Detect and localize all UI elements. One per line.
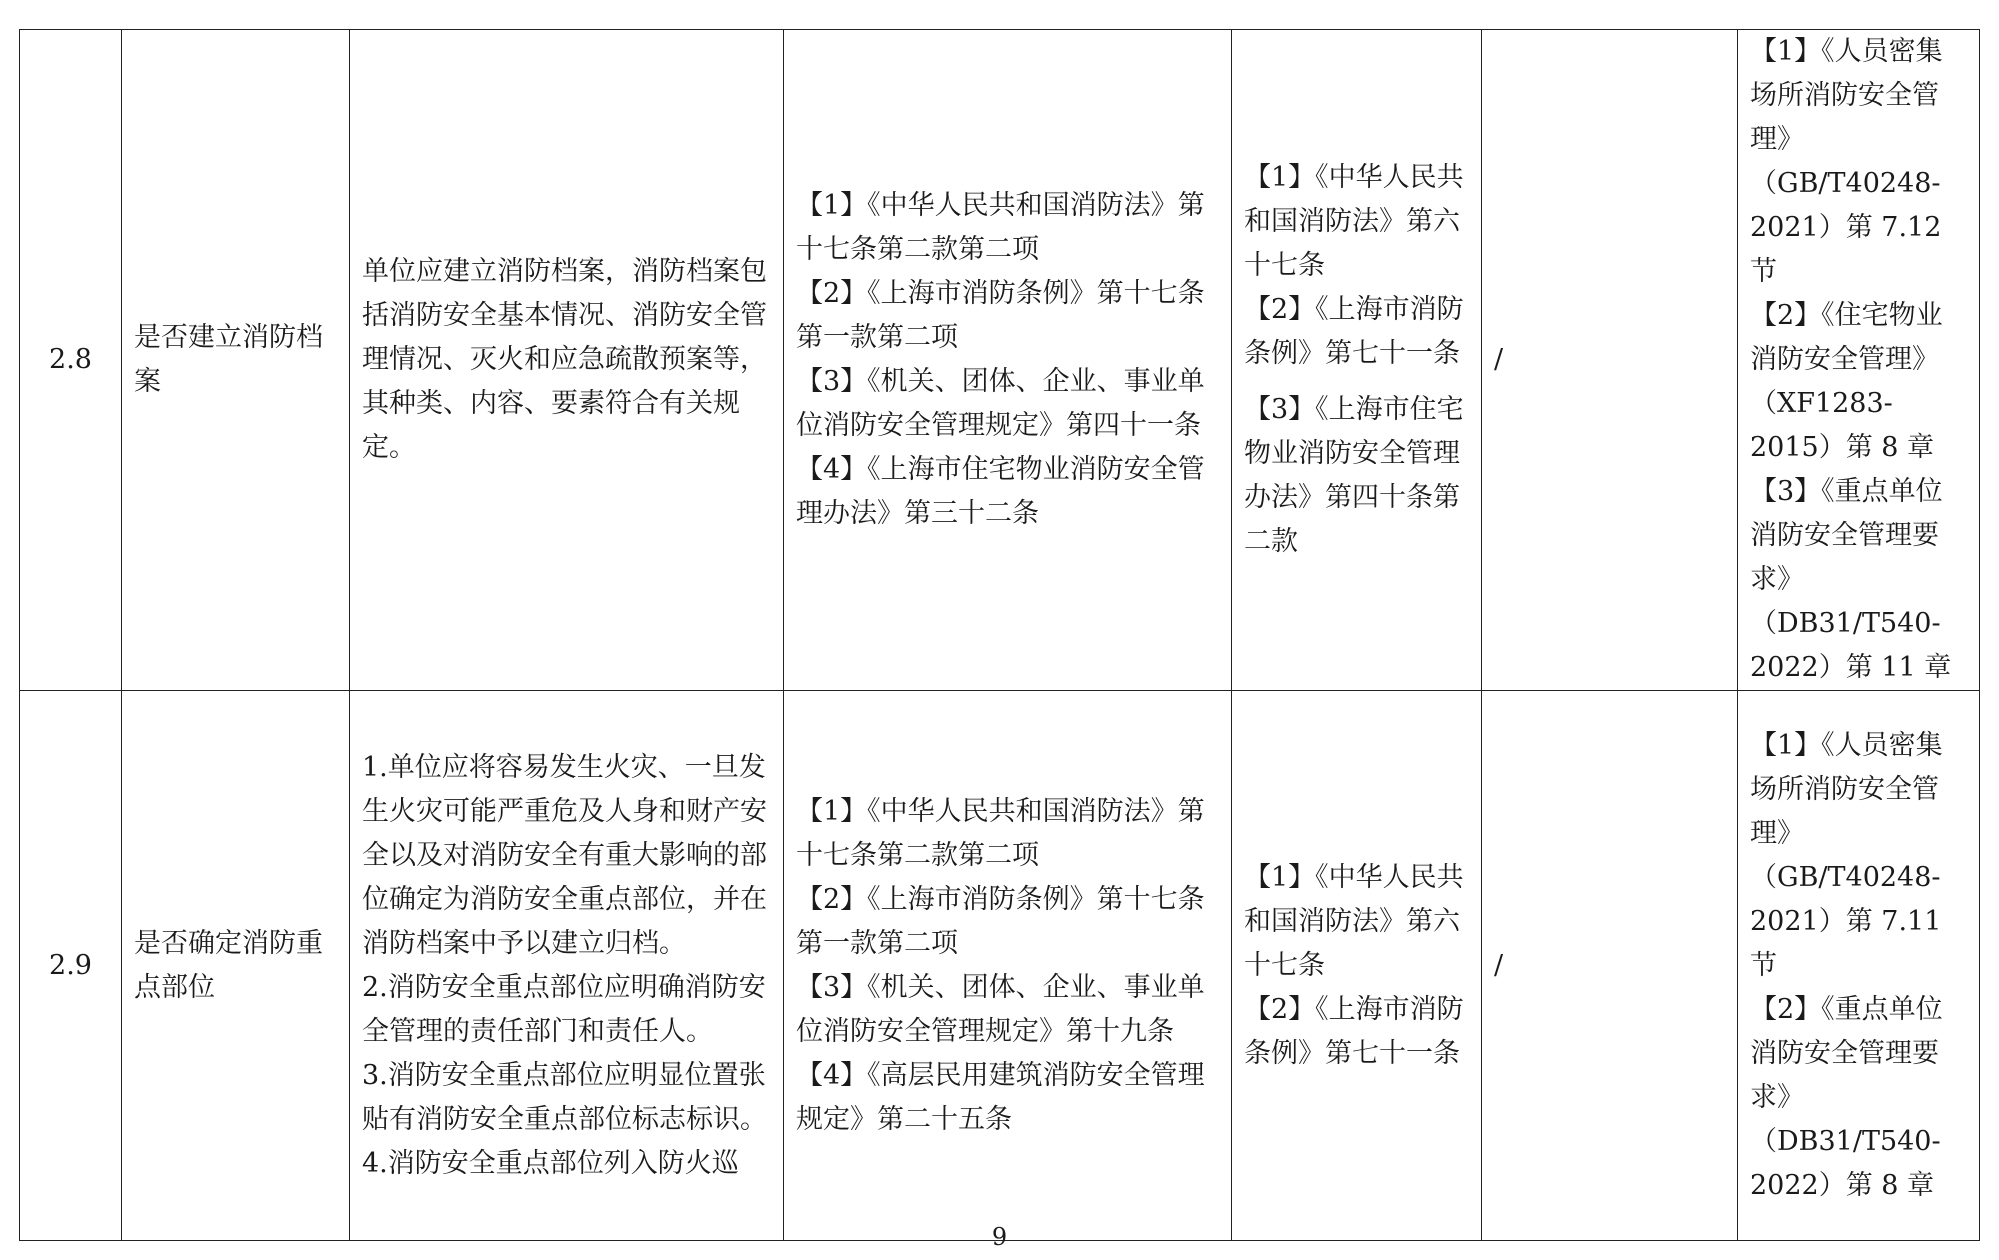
penalty-basis (1232, 691, 1482, 1241)
table-row (20, 30, 1980, 691)
basis-entry: 【1】《中华人民共和国消防法》第十七条第二款第二项 (796, 795, 1205, 871)
standard-reference (1738, 30, 1980, 691)
penalty-entry: 【2】《上海市消防条例》第七十一条 (1244, 993, 1464, 1069)
penalty-entry: 【1】《中华人民共和国消防法》第六十七条 (1244, 162, 1464, 281)
standard-entry: （DB31/T540-2022）第 11 章 (1750, 608, 1952, 683)
check-item: 是否建立消防档案 (122, 30, 350, 691)
standard-entry: （GB/T40248-2021）第 7.11 节 (1750, 861, 1942, 981)
check-item: 是否确定消防重点部位 (122, 691, 350, 1241)
item-number: 2.9 (20, 691, 122, 1241)
standard-entry: 【2】《住宅物业消防安全管理》 (1750, 300, 1943, 375)
requirement-text: 单位应建立消防档案，消防档案包括消防安全基本情况、消防安全管理情况、灭火和应急疏散预案等，其种类、内容、要素符合有关规定。 (350, 30, 784, 691)
item-number: 2.8 (20, 30, 122, 691)
requirement-entry: 1.单位应将容易发生火灾、一旦发生火灾可能严重危及人身和财产安全以及对消防安全有重大影响的部位确定为消防安全重点部位，并在消防档案中予以建立归档。 (362, 751, 767, 959)
requirement-entry: 2.消防安全重点部位应明确消防安全管理的责任部门和责任人。 (362, 971, 766, 1047)
requirement-entry: 4.消防安全重点部位列入防火巡 (362, 1147, 739, 1179)
basis-entry: 【4】《高层民用建筑消防安全管理规定》第二十五条 (796, 1059, 1205, 1135)
basis-entry: 【2】《上海市消防条例》第十七条第一款第二项 (796, 278, 1205, 353)
standard-entry: 【3】《重点单位消防安全管理要求》 (1750, 476, 1943, 595)
other-column: / (1482, 691, 1738, 1241)
penalty-entry: 【2】《上海市消防条例》第七十一条 (1244, 294, 1464, 369)
standard-entry: （DB31/T540-2022）第 8 章 (1750, 1125, 1941, 1201)
other-column: / (1482, 30, 1738, 691)
standard-entry: 【1】《人员密集场所消防安全管理》 (1750, 36, 1943, 155)
regulation-table (19, 29, 1980, 1241)
basis-entry: 【4】《上海市住宅物业消防安全管理办法》第三十二条 (796, 454, 1205, 529)
basis-entry: 【2】《上海市消防条例》第十七条第一款第二项 (796, 883, 1205, 959)
requirement-text (350, 691, 784, 1241)
penalty-basis (1232, 30, 1482, 691)
basis-entry: 【3】《机关、团体、企业、事业单位消防安全管理规定》第四十一条 (796, 366, 1205, 441)
basis-entry: 【3】《机关、团体、企业、事业单位消防安全管理规定》第十九条 (796, 971, 1205, 1047)
penalty-entry: 【1】《中华人民共和国消防法》第六十七条 (1244, 861, 1464, 981)
penalty-entry: 【3】《上海市住宅物业消防安全管理办法》第四十条第二款 (1244, 394, 1464, 557)
standard-entry: 【1】《人员密集场所消防安全管理》 (1750, 729, 1943, 849)
requirement-entry: 3.消防安全重点部位应明显位置张贴有消防安全重点部位标志标识。 (362, 1059, 767, 1135)
table-row (20, 691, 1980, 1241)
page-number: 9 (991, 1223, 1008, 1251)
basis-entry: 【1】《中华人民共和国消防法》第十七条第二款第二项 (796, 190, 1205, 265)
standard-entry: （GB/T40248-2021）第 7.12 节 (1750, 168, 1942, 287)
standard-entry: 【2】《重点单位消防安全管理要求》 (1750, 993, 1943, 1113)
standard-reference (1738, 691, 1980, 1241)
legal-basis (784, 691, 1232, 1241)
legal-basis (784, 30, 1232, 691)
standard-entry: （XF1283-2015）第 8 章 (1750, 388, 1935, 463)
